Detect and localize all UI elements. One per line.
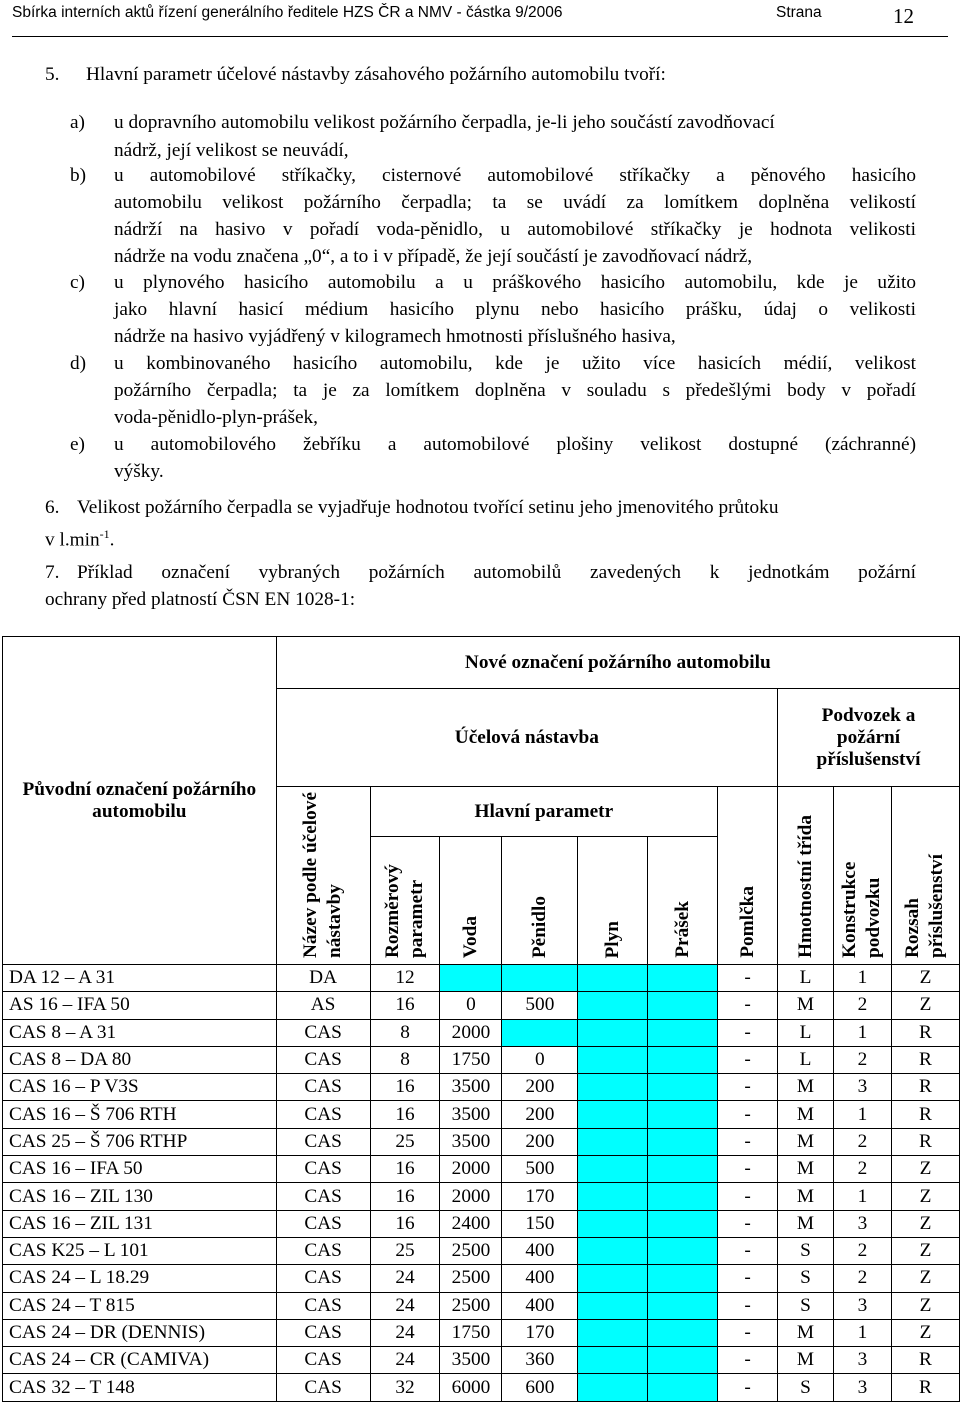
cell-nazev: CAS <box>276 1374 370 1401</box>
cell-pomlcka: - <box>718 1128 778 1155</box>
table-row <box>3 1374 960 1401</box>
cell-voda: 2000 <box>440 1156 502 1183</box>
cell-konstrukce: 1 <box>834 1183 892 1210</box>
item-b-letter: b) <box>70 165 87 186</box>
th-konstrukce <box>834 787 892 965</box>
item-a-letter: a) <box>70 112 85 133</box>
cell-rozsah: R <box>891 1019 959 1046</box>
cell-pomlcka: - <box>718 965 778 992</box>
cell-prasek <box>648 1019 718 1046</box>
item-d-letter: d) <box>70 353 87 374</box>
section7-line1: Příklad označení vybraných požárních automobilů zavedených k jednotkám požární <box>77 562 916 583</box>
section6-period: . <box>109 529 115 551</box>
th-prasek <box>648 837 718 965</box>
table-row <box>3 1019 960 1046</box>
cell-plyn <box>578 1019 648 1046</box>
cell-konstrukce: 3 <box>834 1074 892 1101</box>
cell-rozsah: Z <box>891 965 959 992</box>
item-d-line3: voda-pěnidlo-plyn-prášek, <box>114 407 318 428</box>
th-prasek-text: Prášek <box>671 901 693 958</box>
cell-plyn <box>578 1128 648 1155</box>
cell-rozmerovy: 16 <box>370 1210 440 1237</box>
table-row <box>3 1074 960 1101</box>
cell-plyn <box>578 1292 648 1319</box>
cell-prasek <box>648 992 718 1019</box>
cell-plyn <box>578 1101 648 1128</box>
cell-hmotnostni: S <box>778 1292 834 1319</box>
header-title: Sbírka interních aktů řízení generálního ředitele HZS ČR a NMV - částka 9/2006 <box>12 4 563 21</box>
cell-hmotnostni: M <box>778 1319 834 1346</box>
item-e-line2: výšky. <box>114 461 164 482</box>
cell-konstrukce: 1 <box>834 1319 892 1346</box>
cell-rozsah: R <box>891 1374 959 1401</box>
cell-rozmerovy: 16 <box>370 1183 440 1210</box>
cell-prasek <box>648 1156 718 1183</box>
th-rozmerovy <box>370 837 440 965</box>
section6-number: 6. <box>45 497 60 518</box>
cell-pomlcka: - <box>718 1101 778 1128</box>
cell-nazev: DA <box>276 965 370 992</box>
table-row <box>3 1128 960 1155</box>
cell-rozsah: R <box>891 1128 959 1155</box>
table-row <box>3 1237 960 1264</box>
cell-plyn <box>578 1237 648 1264</box>
cell-plyn <box>578 1074 648 1101</box>
cell-original: CAS 25 – Š 706 RTHP <box>3 1128 277 1155</box>
cell-pomlcka: - <box>718 1319 778 1346</box>
cell-nazev: CAS <box>276 1183 370 1210</box>
section6-exponent: -1 <box>99 527 110 541</box>
th-nazev <box>276 787 370 965</box>
cell-plyn <box>578 1374 648 1401</box>
cell-rozmerovy: 16 <box>370 1156 440 1183</box>
section7-number: 7. <box>45 562 60 583</box>
cell-original: CAS K25 – L 101 <box>3 1237 277 1264</box>
cell-hmotnostni: M <box>778 1128 834 1155</box>
cell-konstrukce: 1 <box>834 965 892 992</box>
cell-pomlcka: - <box>718 1237 778 1264</box>
cell-hmotnostni: L <box>778 965 834 992</box>
cell-nazev: CAS <box>276 1210 370 1237</box>
table-row <box>3 1101 960 1128</box>
section6-line1: Velikost požárního čerpadla se vyjadřuje hodnotou tvořící setinu jeho jmenovitého průtoku <box>77 497 779 518</box>
cell-penidlo: 400 <box>502 1292 578 1319</box>
item-b-line3: nádrží na hasivo v pořadí voda-pěnidlo, u automobilové stříkačky je hodnota velikosti <box>114 219 916 240</box>
cell-hmotnostni: M <box>778 1210 834 1237</box>
cell-voda: 1750 <box>440 1046 502 1073</box>
cell-pomlcka: - <box>718 1156 778 1183</box>
cell-pomlcka: - <box>718 992 778 1019</box>
cell-konstrukce: 2 <box>834 1128 892 1155</box>
cell-nazev: CAS <box>276 1319 370 1346</box>
cell-rozsah: Z <box>891 1265 959 1292</box>
cell-plyn <box>578 1046 648 1073</box>
cell-original: CAS 16 – ZIL 130 <box>3 1183 277 1210</box>
cell-nazev: CAS <box>276 1347 370 1374</box>
cell-hmotnostni: L <box>778 1046 834 1073</box>
cell-rozsah: Z <box>891 1292 959 1319</box>
cell-original: CAS 16 – ZIL 131 <box>3 1210 277 1237</box>
cell-prasek <box>648 1374 718 1401</box>
item-d-line1: u kombinovaného hasicího automobilu, kde je užito více hasicích médií, velikost <box>114 353 916 374</box>
cell-hmotnostni: M <box>778 1183 834 1210</box>
page-header <box>0 0 960 40</box>
cell-konstrukce: 1 <box>834 1101 892 1128</box>
cell-prasek <box>648 1101 718 1128</box>
cell-hmotnostni: M <box>778 1347 834 1374</box>
cell-plyn <box>578 1319 648 1346</box>
cell-konstrukce: 2 <box>834 1156 892 1183</box>
cell-rozmerovy: 25 <box>370 1128 440 1155</box>
purpose-body-header: Účelová nástavba <box>276 689 777 787</box>
cell-prasek <box>648 1210 718 1237</box>
cell-penidlo: 400 <box>502 1237 578 1264</box>
new-designation-header: Nové označení požárního automobilu <box>276 637 959 689</box>
th-hmotnostni-text: Hmotnostní třída <box>794 814 816 958</box>
item-e-line1: u automobilového žebříku a automobilové plošiny velikost dostupné (záchranné) <box>114 434 916 455</box>
cell-prasek <box>648 1074 718 1101</box>
cell-hmotnostni: M <box>778 1156 834 1183</box>
cell-pomlcka: - <box>718 1074 778 1101</box>
cell-voda: 2500 <box>440 1292 502 1319</box>
cell-penidlo: 600 <box>502 1374 578 1401</box>
cell-original: CAS 32 – T 148 <box>3 1374 277 1401</box>
cell-prasek <box>648 1265 718 1292</box>
cell-voda: 3500 <box>440 1128 502 1155</box>
cell-pomlcka: - <box>718 1046 778 1073</box>
cell-original: CAS 8 – A 31 <box>3 1019 277 1046</box>
page-label: Strana <box>776 4 822 21</box>
item-e-letter: e) <box>70 434 85 455</box>
table-row <box>3 1319 960 1346</box>
item-b-line1: u automobilové stříkačky, cisternové automobilové stříkačky a pěnového hasicího <box>114 165 916 186</box>
cell-rozmerovy: 16 <box>370 1101 440 1128</box>
th-pomlcka <box>718 787 778 965</box>
cell-original: CAS 16 – IFA 50 <box>3 1156 277 1183</box>
cell-original: CAS 16 – P V3S <box>3 1074 277 1101</box>
th-voda-text: Voda <box>459 915 481 958</box>
cell-pomlcka: - <box>718 1374 778 1401</box>
cell-original: DA 12 – A 31 <box>3 965 277 992</box>
cell-pomlcka: - <box>718 1292 778 1319</box>
cell-pomlcka: - <box>718 1210 778 1237</box>
cell-plyn <box>578 1156 648 1183</box>
cell-original: CAS 24 – T 815 <box>3 1292 277 1319</box>
original-designation-header: Původní označení požárního automobilu <box>3 637 277 965</box>
cell-pomlcka: - <box>718 1265 778 1292</box>
cell-konstrukce: 3 <box>834 1374 892 1401</box>
cell-rozmerovy: 24 <box>370 1319 440 1346</box>
section5-intro: Hlavní parametr účelové nástavby zásahového požárního automobilu tvoří: <box>86 64 666 85</box>
cell-rozsah: Z <box>891 1183 959 1210</box>
cell-konstrukce: 3 <box>834 1210 892 1237</box>
cell-nazev: CAS <box>276 1101 370 1128</box>
cell-voda: 2400 <box>440 1210 502 1237</box>
cell-plyn <box>578 1347 648 1374</box>
cell-rozsah: Z <box>891 1319 959 1346</box>
cell-voda: 2500 <box>440 1237 502 1264</box>
cell-rozmerovy: 24 <box>370 1347 440 1374</box>
cell-plyn <box>578 992 648 1019</box>
cell-voda: 1750 <box>440 1319 502 1346</box>
cell-penidlo: 400 <box>502 1265 578 1292</box>
table-row <box>3 1183 960 1210</box>
th-konstrukce-text: Konstrukce podvozku <box>839 861 885 958</box>
cell-rozsah: R <box>891 1074 959 1101</box>
cell-penidlo: 200 <box>502 1101 578 1128</box>
cell-voda: 3500 <box>440 1101 502 1128</box>
item-c-line3: nádrže na hasivo vyjádřený v kilogramech hmotnosti příslušného hasiva, <box>114 326 676 347</box>
table-body <box>3 965 960 1402</box>
cell-penidlo: 170 <box>502 1183 578 1210</box>
page-number: 12 <box>893 4 914 28</box>
table-row <box>3 1265 960 1292</box>
cell-konstrukce: 3 <box>834 1347 892 1374</box>
cell-konstrukce: 1 <box>834 1019 892 1046</box>
item-a-line1: u dopravního automobilu velikost požárního čerpadla, je-li jeho součástí zavodňovací <box>114 112 775 133</box>
cell-penidlo: 200 <box>502 1128 578 1155</box>
cell-rozsah: Z <box>891 1210 959 1237</box>
cell-hmotnostni: S <box>778 1265 834 1292</box>
cell-penidlo <box>502 1019 578 1046</box>
th-penidlo <box>502 837 578 965</box>
table-row <box>3 1156 960 1183</box>
section7-line2: ochrany před platností ČSN EN 1028-1: <box>45 589 356 610</box>
th-voda <box>440 837 502 965</box>
table-row <box>3 1046 960 1073</box>
cell-voda: 2500 <box>440 1265 502 1292</box>
cell-original: CAS 24 – CR (CAMIVA) <box>3 1347 277 1374</box>
cell-plyn <box>578 1265 648 1292</box>
table-row <box>3 1210 960 1237</box>
cell-rozsah: R <box>891 1101 959 1128</box>
cell-prasek <box>648 965 718 992</box>
table-row <box>3 992 960 1019</box>
cell-rozmerovy: 12 <box>370 965 440 992</box>
cell-prasek <box>648 1237 718 1264</box>
cell-plyn <box>578 1183 648 1210</box>
cell-prasek <box>648 1046 718 1073</box>
cell-penidlo: 150 <box>502 1210 578 1237</box>
cell-rozsah: Z <box>891 1156 959 1183</box>
cell-voda: 0 <box>440 992 502 1019</box>
item-c-line1: u plynového hasicího automobilu a u práškového hasicího automobilu, kde je užito <box>114 272 916 293</box>
cell-penidlo: 200 <box>502 1074 578 1101</box>
cell-konstrukce: 2 <box>834 1237 892 1264</box>
cell-pomlcka: - <box>718 1019 778 1046</box>
cell-prasek <box>648 1319 718 1346</box>
cell-original: CAS 16 – Š 706 RTH <box>3 1101 277 1128</box>
cell-penidlo: 500 <box>502 992 578 1019</box>
cell-rozmerovy: 24 <box>370 1265 440 1292</box>
cell-konstrukce: 2 <box>834 1046 892 1073</box>
cell-konstrukce: 2 <box>834 1265 892 1292</box>
th-rozsah <box>891 787 959 965</box>
item-c-letter: c) <box>70 272 85 293</box>
cell-voda: 6000 <box>440 1374 502 1401</box>
cell-nazev: CAS <box>276 1046 370 1073</box>
cell-voda: 3500 <box>440 1347 502 1374</box>
cell-hmotnostni: L <box>778 1019 834 1046</box>
th-rozmerovy-text: Rozměrový parametr <box>382 864 427 958</box>
cell-nazev: AS <box>276 992 370 1019</box>
cell-rozmerovy: 8 <box>370 1019 440 1046</box>
section6-line2 <box>45 521 114 554</box>
cell-nazev: CAS <box>276 1019 370 1046</box>
cell-rozmerovy: 16 <box>370 992 440 1019</box>
cell-penidlo: 170 <box>502 1319 578 1346</box>
cell-nazev: CAS <box>276 1292 370 1319</box>
section6-unit: v l.min <box>45 529 100 551</box>
cell-rozmerovy: 16 <box>370 1074 440 1101</box>
vehicle-designation-table <box>2 636 960 1402</box>
th-pomlcka-text: Pomlčka <box>736 886 758 958</box>
table-row <box>3 1347 960 1374</box>
cell-voda: 2000 <box>440 1019 502 1046</box>
item-b-line4: nádrže na vodu značena „0“, a to i v případě, že její součástí je zavodňovací nádrž, <box>114 246 753 267</box>
cell-penidlo: 360 <box>502 1347 578 1374</box>
cell-rozmerovy: 32 <box>370 1374 440 1401</box>
section5-number: 5. <box>45 64 60 85</box>
cell-hmotnostni: S <box>778 1374 834 1401</box>
cell-voda <box>440 965 502 992</box>
cell-rozmerovy: 24 <box>370 1292 440 1319</box>
th-plyn <box>578 837 648 965</box>
cell-nazev: CAS <box>276 1128 370 1155</box>
cell-nazev: CAS <box>276 1237 370 1264</box>
cell-nazev: CAS <box>276 1074 370 1101</box>
cell-nazev: CAS <box>276 1265 370 1292</box>
cell-rozsah: R <box>891 1347 959 1374</box>
cell-prasek <box>648 1183 718 1210</box>
chassis-header: Podvozek a požární příslušenství <box>778 689 960 787</box>
cell-prasek <box>648 1347 718 1374</box>
cell-konstrukce: 2 <box>834 992 892 1019</box>
cell-hmotnostni: M <box>778 1101 834 1128</box>
cell-nazev: CAS <box>276 1156 370 1183</box>
cell-original: CAS 24 – L 18.29 <box>3 1265 277 1292</box>
cell-rozmerovy: 8 <box>370 1046 440 1073</box>
cell-penidlo <box>502 965 578 992</box>
cell-original: CAS 24 – DR (DENNIS) <box>3 1319 277 1346</box>
cell-rozsah: Z <box>891 992 959 1019</box>
cell-rozmerovy: 25 <box>370 1237 440 1264</box>
cell-pomlcka: - <box>718 1183 778 1210</box>
th-rozsah-text: Rozsah příslušenství <box>902 854 948 958</box>
item-d-line2: požárního čerpadla; ta je za lomítkem doplněna v souladu s předešlými body v pořadí <box>114 380 916 401</box>
cell-prasek <box>648 1292 718 1319</box>
cell-pomlcka: - <box>718 1347 778 1374</box>
cell-penidlo: 0 <box>502 1046 578 1073</box>
cell-prasek <box>648 1128 718 1155</box>
cell-hmotnostni: M <box>778 1074 834 1101</box>
cell-plyn <box>578 965 648 992</box>
main-parameter-header: Hlavní parametr <box>370 787 718 837</box>
table-row <box>3 1292 960 1319</box>
th-nazev-text: Název podle účelové nástavby <box>300 792 346 958</box>
cell-voda: 3500 <box>440 1074 502 1101</box>
cell-plyn <box>578 1210 648 1237</box>
cell-rozsah: Z <box>891 1237 959 1264</box>
cell-voda: 2000 <box>440 1183 502 1210</box>
th-penidlo-text: Pěnidlo <box>528 895 550 958</box>
th-hmotnostni <box>778 787 834 965</box>
cell-konstrukce: 3 <box>834 1292 892 1319</box>
th-plyn-text: Plyn <box>601 920 623 958</box>
cell-rozsah: R <box>891 1046 959 1073</box>
item-b-line2: automobilu velikost požárního čerpadla; ta se uvádí za lomítkem doplněna velikostí <box>114 192 916 213</box>
header-rule <box>12 36 948 37</box>
table-row <box>3 965 960 992</box>
item-c-line2: jako hlavní hasicí médium hasicího plynu nebo hasicího prášku, údaj o velikosti <box>114 299 916 320</box>
cell-hmotnostni: M <box>778 992 834 1019</box>
cell-original: AS 16 – IFA 50 <box>3 992 277 1019</box>
cell-hmotnostni: S <box>778 1237 834 1264</box>
cell-penidlo: 500 <box>502 1156 578 1183</box>
cell-original: CAS 8 – DA 80 <box>3 1046 277 1073</box>
item-a-line2: nádrž, její velikost se neuvádí, <box>114 140 349 161</box>
